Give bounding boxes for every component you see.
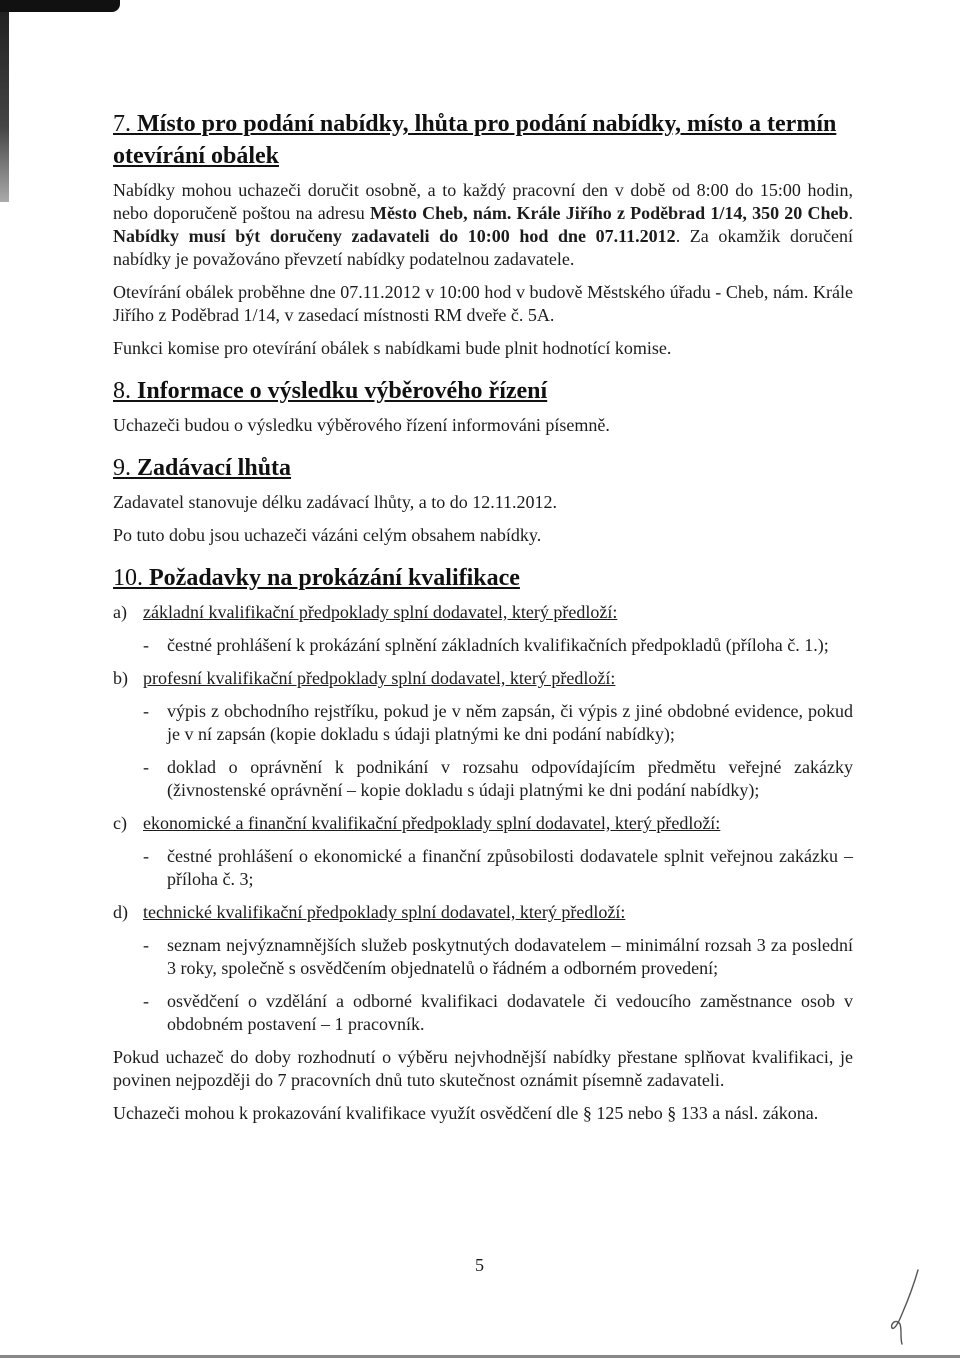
section-7-title-line2: otevírání obálek bbox=[113, 143, 279, 169]
bullet-item bbox=[143, 990, 853, 1036]
delivery-receipt-text: . Za okamžik doručení nabídky je považováno převzetí nabídky podatelnou zadavatele. bbox=[113, 226, 853, 269]
deadline-bold: Nabídky musí být doručeny zadavateli do 10:00 hod dne 07.11.2012 bbox=[113, 226, 676, 246]
bullet-item bbox=[143, 634, 853, 657]
item-letter: d) bbox=[113, 902, 128, 922]
section-8-paragraph: Uchazeči budou o výsledku výběrového řízení informováni písemně. bbox=[113, 415, 610, 435]
bullet-text: seznam nejvýznamnějších služeb poskytnutých dodavatelem – minimální rozsah 3 za poslední 3 roky, společně s osvědčením objednatelů o řádném a odborném provedení; bbox=[167, 935, 853, 978]
dash-marker: - bbox=[143, 991, 149, 1011]
section-7-paragraph-delivery bbox=[113, 179, 853, 271]
bullet-item bbox=[143, 756, 853, 802]
page-number: 5 bbox=[475, 1255, 484, 1275]
section-7-title-line1: Místo pro podání nabídky, lhůta pro podání nabídky, místo a termín bbox=[137, 111, 837, 137]
item-heading: technické kvalifikační předpoklady splní dodavatel, který předloží: bbox=[143, 902, 626, 922]
bullet-text: čestné prohlášení k prokázání splnění základních kvalifikačních předpokladů (příloha č. 1.); bbox=[167, 635, 829, 655]
item-heading: základní kvalifikační předpoklady splní dodavatel, který předloží: bbox=[143, 602, 618, 622]
section-8-title: Informace o výsledku výběrového řízení bbox=[137, 378, 548, 404]
section-9-heading bbox=[113, 452, 853, 484]
item-letter: c) bbox=[113, 813, 127, 833]
section-10-number: 10. bbox=[113, 565, 143, 591]
section-10-paragraph-certificates: Uchazeči mohou k prokazování kvalifikace využít osvědčení dle § 125 nebo § 133 a násl. zákona. bbox=[113, 1103, 819, 1123]
qualification-item-b bbox=[113, 667, 853, 802]
bullet-text: čestné prohlášení o ekonomické a finanční způsobilosti dodavatele splnit veřejnou zakázku – příloha č. 3; bbox=[167, 846, 853, 889]
section-7-heading bbox=[113, 108, 853, 172]
document-page bbox=[113, 108, 853, 1125]
section-8-heading bbox=[113, 375, 853, 407]
qualification-item-d bbox=[113, 901, 853, 1036]
item-letter: a) bbox=[113, 602, 127, 622]
section-9-paragraph-binding: Po tuto dobu jsou uchazeči vázáni celým obsahem nabídky. bbox=[113, 525, 542, 545]
item-letter: b) bbox=[113, 668, 128, 688]
bullet-text: doklad o oprávnění k podnikání v rozsahu odpovídajícím předmětu veřejné zakázky (živnostenské oprávnění – kopie dokladu s údaji platnými ke dni podání nabídky); bbox=[167, 757, 853, 800]
bullet-item bbox=[143, 700, 853, 746]
qualification-item-a bbox=[113, 601, 853, 657]
dash-marker: - bbox=[143, 635, 149, 655]
bullet-item bbox=[143, 934, 853, 980]
handwritten-initial-mark bbox=[888, 1268, 924, 1348]
section-10-heading bbox=[113, 562, 853, 594]
section-8-number: 8. bbox=[113, 378, 131, 404]
section-7-paragraph-commission: Funkci komise pro otevírání obálek s nabídkami bude plnit hodnotící komise. bbox=[113, 338, 672, 358]
section-10-title: Požadavky na prokázání kvalifikace bbox=[149, 565, 520, 591]
qualification-item-c bbox=[113, 812, 853, 891]
section-10-paragraph-loss: Pokud uchazeč do doby rozhodnutí o výběru nejvhodnější nabídky přestane splňovat kvalifikaci, je povinen nejpozději do 7 pracovních dnů tuto skutečnost oznámit písemně zadavateli. bbox=[113, 1047, 853, 1090]
item-heading: profesní kvalifikační předpoklady splní dodavatel, který předloží: bbox=[143, 668, 616, 688]
dash-marker: - bbox=[143, 701, 149, 721]
bullet-text: osvědčení o vzdělání a odborné kvalifikaci dodavatele či vedoucího zaměstnance osob v obdobném postavení – 1 pracovník. bbox=[167, 991, 853, 1034]
scan-left-edge bbox=[0, 12, 9, 202]
section-9-paragraph-deadline: Zadavatel stanovuje délku zadávací lhůty, a to do 12.11.2012. bbox=[113, 492, 558, 512]
section-7-paragraph-opening: Otevírání obálek proběhne dne 07.11.2012 v 10:00 hod v budově Městského úřadu - Cheb, nám. Krále Jiřího z Poděbrad 1/14, v zasedací místnosti RM dveře č. 5A. bbox=[113, 282, 853, 325]
delivery-separator: . bbox=[848, 203, 853, 223]
address-bold: Město Cheb, nám. Krále Jiřího z Poděbrad 1/14, 350 20 Cheb bbox=[369, 203, 849, 223]
delivery-text: Nabídky mohou uchazeči doručit osobně, a to každý pracovní den v době od 8:00 do 15:00 hodin, nebo doporučeně poštou na adresu bbox=[113, 180, 853, 223]
section-9-title: Zadávací lhůta bbox=[137, 455, 292, 481]
dash-marker: - bbox=[143, 757, 149, 777]
section-7-number: 7. bbox=[113, 111, 131, 137]
bullet-text: výpis z obchodního rejstříku, pokud je v něm zapsán, či výpis z jiné obdobné evidence, pokud je v ní zapsán (kopie dokladu s údaji platnými ke dni podání nabídky); bbox=[167, 701, 853, 744]
dash-marker: - bbox=[143, 935, 149, 955]
section-9-number: 9. bbox=[113, 455, 131, 481]
scan-dark-corner bbox=[0, 0, 120, 12]
bullet-item bbox=[143, 845, 853, 891]
dash-marker: - bbox=[143, 846, 149, 866]
item-heading: ekonomické a finanční kvalifikační předpoklady splní dodavatel, který předloží: bbox=[143, 813, 721, 833]
